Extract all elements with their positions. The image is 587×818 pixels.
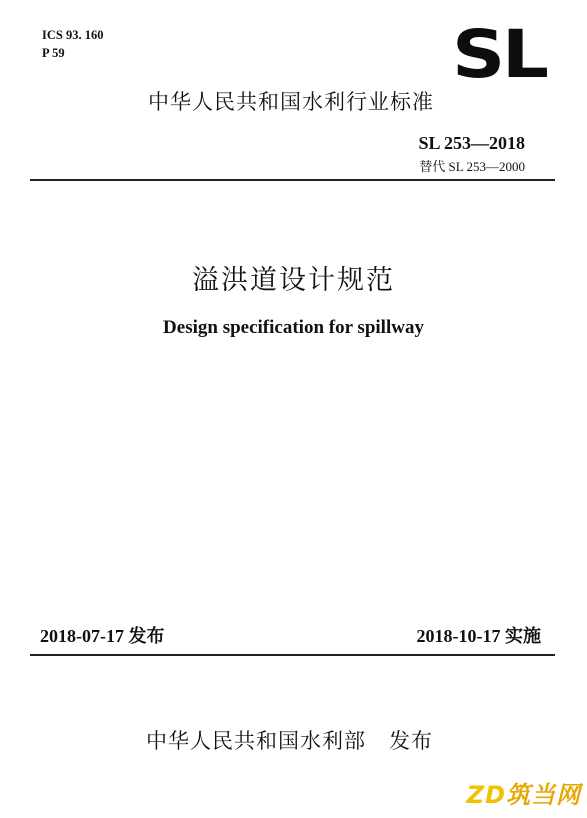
replaces-note: 替代 SL 253—2000	[419, 159, 525, 174]
class-code: P 59	[42, 46, 65, 60]
watermark-text: 筑当网	[506, 781, 581, 809]
implement-date: 2018-10-17 实施	[416, 626, 541, 646]
issuing-authority: 中华人民共和国水利部 发布	[146, 729, 434, 753]
watermark-logo-icon: ZD	[466, 781, 506, 809]
ics-code: ICS 93. 160	[42, 28, 104, 42]
sl-logo: SL	[452, 16, 546, 93]
standard-number: SL 253—2018	[418, 133, 525, 153]
classification-block	[42, 27, 103, 63]
document-title-english: Design specification for spillway	[163, 317, 424, 338]
top-divider	[30, 179, 555, 181]
industry-standard-heading: 中华人民共和国水利行业标准	[148, 90, 434, 114]
bottom-divider	[30, 654, 555, 656]
publish-date: 2018-07-17 发布	[40, 626, 165, 646]
site-watermark	[467, 775, 581, 810]
document-title-chinese: 溢洪道设计规范	[192, 265, 395, 296]
